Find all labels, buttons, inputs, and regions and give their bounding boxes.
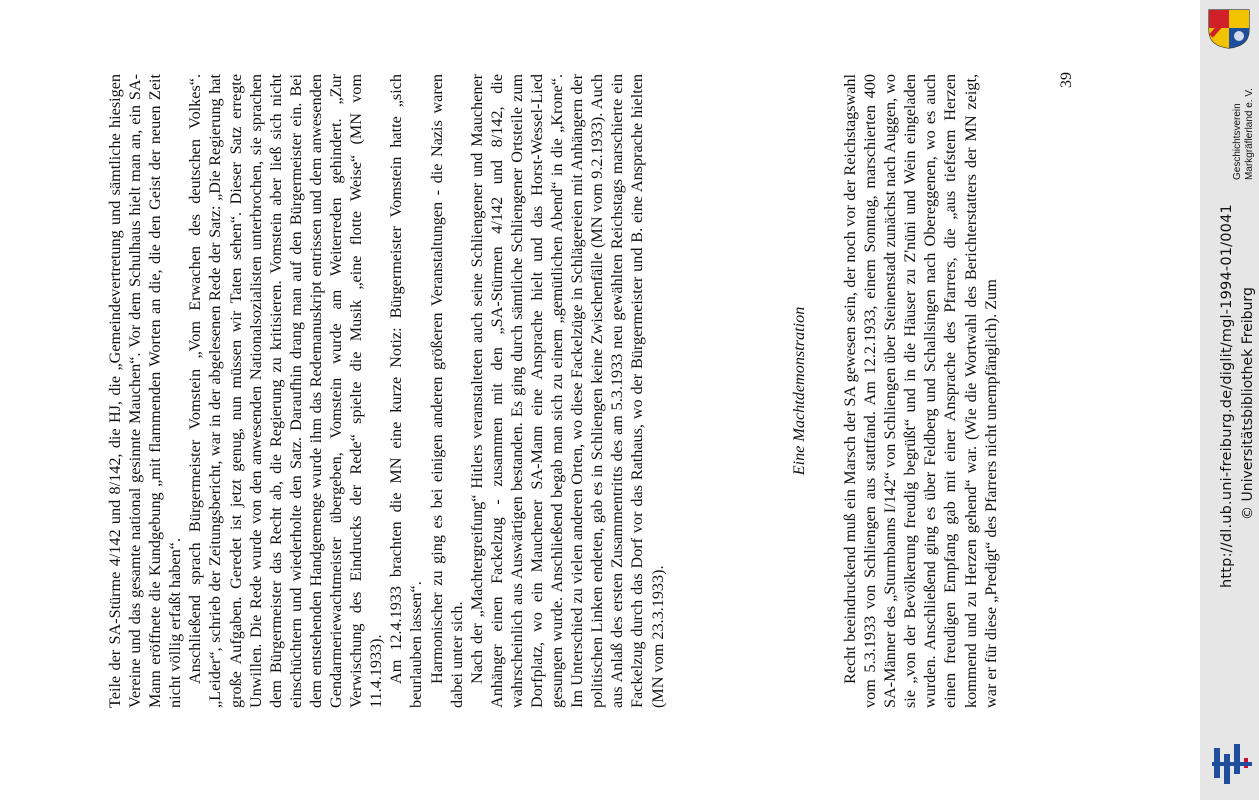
university-library-logo-icon bbox=[1210, 740, 1254, 788]
society-name-line2: Markgräflerland e. V. bbox=[1244, 88, 1255, 180]
document-url-link[interactable]: http://dl.ub.uni-freiburg.de/diglit/mgl-1994-01/0041 bbox=[1219, 204, 1235, 588]
paragraph: Am 12.4.1933 brachten die MN eine kurze Notiz: Bürgermeister Vomstein hatte „sich beurlauben lassen“. bbox=[387, 74, 426, 708]
text-column-upper bbox=[105, 74, 668, 708]
paragraph: Nach der „Machtergreifung“ Hitlers veranstalteten auch seine Schliengener und Mauchener Anhänger einen Fackelzug - zusammen mit den „SA-Stürmen 4/142 und 8/142, die wahrscheinlich aus Auswärtigen bestanden. Es ging durch sämtliche Schliengener Ortsteile zum Dorfplatz, wo ein Mauchener SA-Mann eine Ansprache hielt und das Horst-Wessel-Lied gesungen wurde. Anschließend begab man sich zu einem „gemütlichen Abend“ in die „Krone“. Im Unterschied zu vielen anderen Orten, wo diese Fackelzüge in Schlägereien mit Anhängern der politischen Linken endeten, gab es in Schliengen keine Zwischenfälle (MN vom 9.2.1933). Auch aus Anlaß des ersten Zusammentritts des am 5.3.1933 neu gewählten Reichstags marschierte ein Fackelzug durch das Dorf vor das Rathaus, wo der Bürgermeister und B. eine Ansprache hielten (MN vom 23.3.1933). bbox=[467, 74, 667, 708]
page-number: 39 bbox=[1058, 72, 1075, 88]
paragraph: Recht beeindruckend muß ein Marsch der SA gewesen sein, der noch vor der Reichstagswahl vom 5.3.1933 von Schliengen aus stattfand. Am 12.2.1933, einem Sonntag, marschierten 400 SA-Männer des „Sturmbanns I/142“ von Schliengen über Steinenstadt zunächst nach Auggen, wo sie „von der Bevölkerung freudig begrüßt“ und in die Häuser zu Z'nüni und Wein eingeladen wurden. Anschließend ging es über Feldberg und Schallsingen nach Obereggenen, wo es auch einen freudigen Empfang gab mit einer Ansprache des Pfarrers, die „aus tiefstem Herzen kommend und zu Herzen gehend“ war. (Wie die Wortwahl des Berichterstatters der MN zeigt, war er für diese „Predigt“ des Pfarrers nicht unempfänglich). Zum bbox=[841, 74, 1000, 708]
paragraph: Teile der SA-Stürme 4/142 und 8/142, die HJ, die „Gemeindevertretung und sämtliche hiesigen Vereine und das gesamte national gesinnte Mauchen“. Vor dem Schulhaus hielt man an, ein SA-Mann eröffnete die Kundgebung „mit flammenden Worten an die, die den Geist der neuen Zeit nicht völlig erfaßt haben“. bbox=[106, 74, 185, 708]
copyright-notice: © Universitätsbibliothek Freiburg bbox=[1240, 287, 1256, 520]
society-crest-icon bbox=[1205, 6, 1253, 50]
section-heading: Eine Machtdemonstration bbox=[790, 306, 808, 476]
society-name-line1: Geschichtsverein bbox=[1232, 103, 1243, 180]
paragraph: Harmonischer zu ging es bei einigen anderen größeren Veranstaltungen - die Nazis waren dabei unter sich. bbox=[427, 74, 466, 708]
text-column-lower bbox=[840, 74, 1001, 708]
paragraph: Anschließend sprach Bürgermeister Vomstein „Vom Erwachen des deutschen Volkes“. „Leider“, schrieb der Zeitungsbericht, war in der abgelesenen Rede der Satz: „Die Regierung hat große Aufgaben. Geredet ist jetzt genug, nun müssen wir Taten sehen“. Dieser Satz erregte Unwillen. Die Rede wurde von den anwesenden Nationalsozialisten unterbrochen, sie sprachen dem Bürgermeister das Recht ab, die Regierung zu kritisieren. Vomstein aber ließ sich nicht einschüchtern und wiederholte den Satz. Daraufhin drang man auf den Bürgermeister ein. Bei dem entstehenden Handgemenge wurde ihm das Redemanuskript entrissen und dem anwesenden Gendarmeriewachtmeister übergeben, Vomstein wurde am Weiterreden gehindert. „Zur Verwischung des Eindrucks der Rede“ spielte die Musik „eine flotte Weise“ (MN vom 11.4.1933). bbox=[186, 74, 386, 708]
